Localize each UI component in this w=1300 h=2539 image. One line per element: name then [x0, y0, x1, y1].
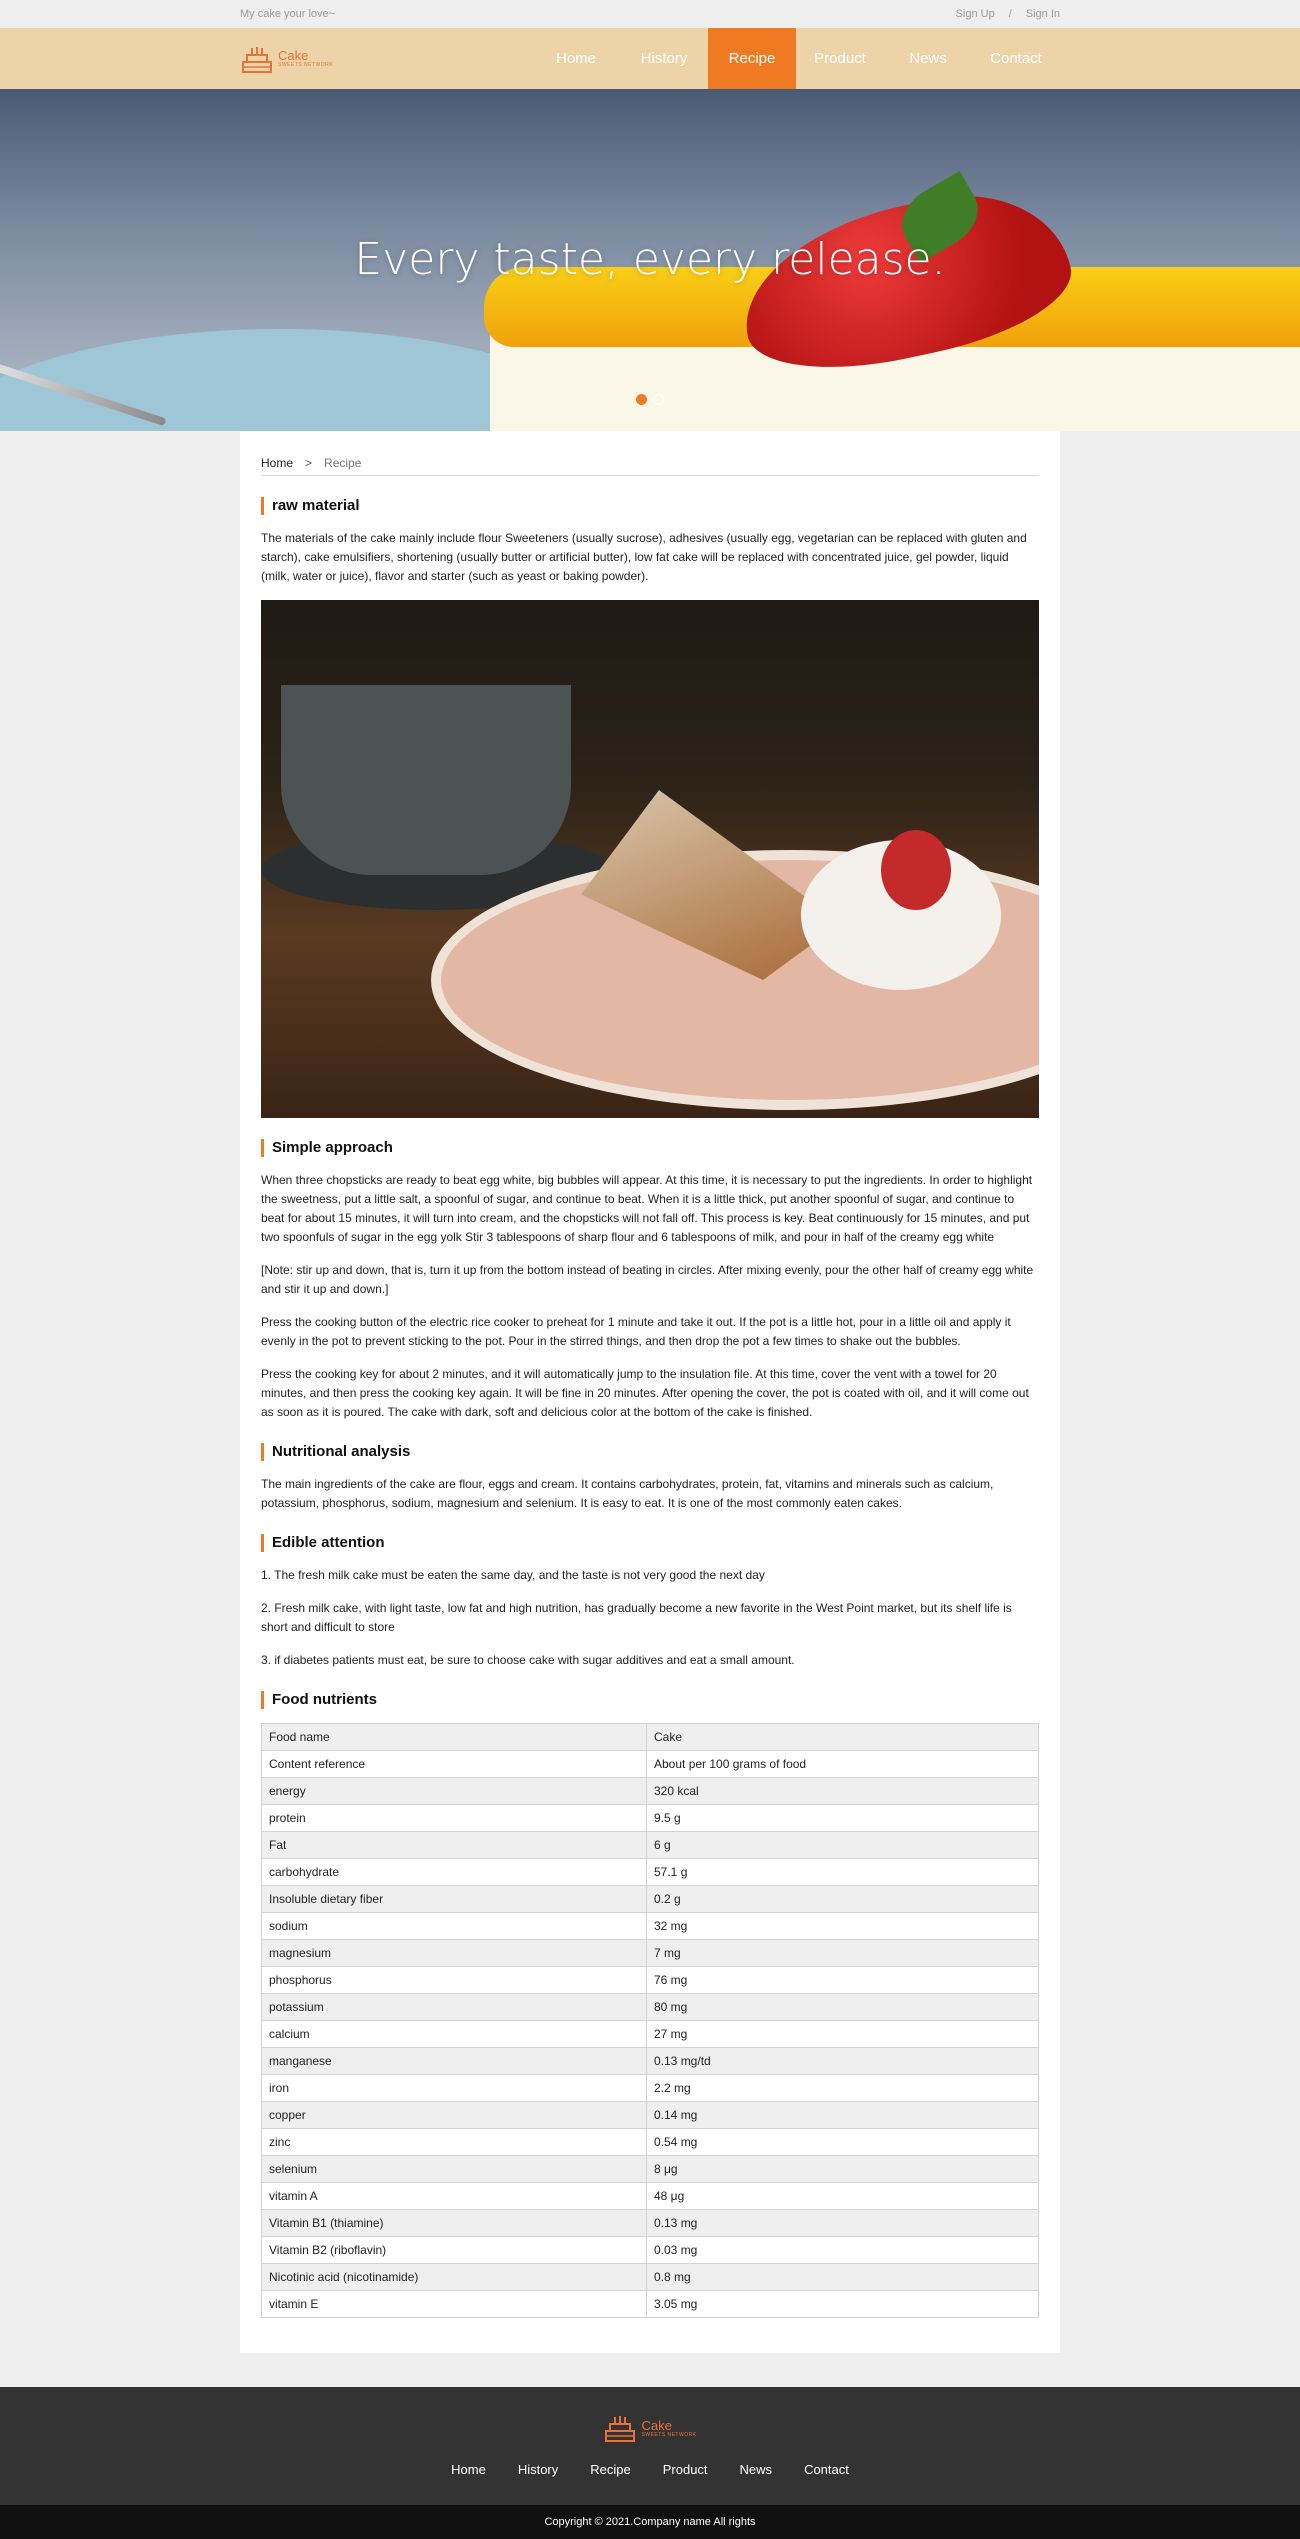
table-row [262, 2183, 1039, 2210]
table-row [262, 1724, 1039, 1751]
table-row [262, 1913, 1039, 1940]
food-nutrients-heading: Food nutrients [261, 1691, 1039, 1709]
recipe-content [240, 431, 1060, 2353]
site-footer [0, 2387, 1300, 2505]
brand-name: Cake [278, 48, 309, 63]
nutrient-value: 32 mg [647, 1913, 1039, 1940]
nutrient-value: 6 g [647, 1832, 1039, 1859]
nutrient-name: potassium [262, 1994, 647, 2021]
attention-item-2: 2. Fresh milk cake, with light taste, low fat and high nutrition, has gradually become a new favorite in the West Point market, but its shelf life is short and difficult to store [261, 1601, 1012, 1634]
raw-material-heading: raw material [261, 497, 1039, 515]
nutrient-name: Content reference [262, 1751, 647, 1778]
cake-icon [603, 2413, 637, 2443]
sign-up-link[interactable]: Sign Up [955, 8, 995, 20]
carousel-indicators [0, 394, 1300, 405]
table-row [262, 1859, 1039, 1886]
nav-item-product[interactable]: Product [814, 50, 866, 67]
hero-title: Every taste, every release. [354, 234, 946, 285]
nutrient-name: Insoluble dietary fiber [262, 1886, 647, 1913]
nutrient-value: 320 kcal [647, 1778, 1039, 1805]
table-row [262, 1751, 1039, 1778]
nutrient-value: 0.14 mg [647, 2102, 1039, 2129]
table-row [262, 1940, 1039, 1967]
table-row [262, 2264, 1039, 2291]
table-row [262, 2021, 1039, 2048]
nutrient-name: carbohydrate [262, 1859, 647, 1886]
nutrient-value: 7 mg [647, 1940, 1039, 1967]
footer-link-contact[interactable]: Contact [804, 2462, 849, 2477]
nutrient-name: zinc [262, 2129, 647, 2156]
nutrient-value: 9.5 g [647, 1805, 1039, 1832]
auth-links [956, 8, 1060, 20]
carousel-dot-1[interactable] [636, 394, 647, 405]
nutrient-name: vitamin E [262, 2291, 647, 2318]
photo-strawberry [881, 830, 951, 910]
nutrient-value: 80 mg [647, 1994, 1039, 2021]
nav-item-contact[interactable]: Contact [990, 50, 1042, 67]
breadcrumb-separator: > [305, 456, 313, 470]
hero-banner [0, 89, 1300, 431]
nutrient-name: selenium [262, 2156, 647, 2183]
nutrient-value: Cake [647, 1724, 1039, 1751]
nutrient-value: 57.1 g [647, 1859, 1039, 1886]
footer-brand-tagline: SWEETS NETWORK [641, 2431, 697, 2438]
footer-links [0, 2462, 1300, 2477]
site-slogan: My cake your love~ [240, 8, 336, 20]
nutrient-name: Nicotinic acid (nicotinamide) [262, 2264, 647, 2291]
nutritional-analysis-heading: Nutritional analysis [261, 1443, 1039, 1461]
main-navbar [0, 28, 1300, 89]
footer-link-product[interactable]: Product [662, 2462, 708, 2477]
approach-paragraph-3: Press the cooking button of the electric rice cooker to preheat for 1 minute and take it out. If the pot is a little hot, pour in a little oil and apply it evenly in the pot to prevent sticking to the pot. Pour in the stirred things, and then drop the pot a few times to shake out the bubbles. [261, 1315, 1011, 1348]
attention-item-3: 3. if diabetes patients must eat, be sure to choose cake with sugar additives and eat a small amount. [261, 1653, 795, 1667]
nav-item-recipe[interactable]: Recipe [708, 28, 796, 89]
nutrient-name: Vitamin B1 (thiamine) [262, 2210, 647, 2237]
table-row [262, 2237, 1039, 2264]
footer-link-history[interactable]: History [517, 2462, 559, 2477]
footer-link-recipe[interactable]: Recipe [590, 2462, 631, 2477]
nutrient-name: sodium [262, 1913, 647, 1940]
copyright-text: Copyright © 2021.Company name All rights [544, 2516, 756, 2528]
auth-divider: / [1008, 8, 1012, 20]
approach-paragraph-1: When three chopsticks are ready to beat egg white, big bubbles will appear. At this time, it is necessary to put the ingredients. In order to highlight the sweetness, put a little salt, a spoonful of sugar, and continue to beat. When it is a little thick, put another spoonful of sugar, and continue to beat for about 15 minutes, it will turn into cream, and the chopsticks will not fall off. This process is key. Beat continuously for 15 minutes, and put two spoonfuls of sugar in the egg yolk Stir 3 tablespoons of sharp flour and 6 tablespoons of milk, and pour in half of the creamy egg white [261, 1173, 1033, 1244]
nutrient-name: magnesium [262, 1940, 647, 1967]
approach-paragraph-2: [Note: stir up and down, that is, turn it up from the bottom instead of beating in circles. After mixing evenly, pour the other half of creamy egg white and stir it up and down.] [261, 1263, 1034, 1296]
nutrients-table [261, 1723, 1039, 2318]
nutritional-analysis-text: The main ingredients of the cake are flour, eggs and cream. It contains carbohydrates, protein, fat, vitamins and minerals such as calcium, potassium, phosphorus, sodium, magnesium and selenium. It is easy to eat. It is one of the most commonly eaten cakes. [261, 1477, 994, 1510]
nutrient-value: About per 100 grams of food [647, 1751, 1039, 1778]
photo-cup [281, 685, 571, 875]
approach-paragraph-4: Press the cooking key for about 2 minutes, and it will automatically jump to the insulation file. At this time, cover the vent with a towel for 20 minutes, and then press the cooking key again. It will be fine in 20 minutes. After opening the cover, the pot is coated with oil, and it will come out as soon as it is poured. The cake with dark, soft and delicious color at the bottom of the cake is finished. [261, 1367, 1029, 1419]
table-row [262, 1832, 1039, 1859]
table-row [262, 1805, 1039, 1832]
raw-material-text: The materials of the cake mainly include flour Sweeteners (usually sucrose), adhesives (usually egg, vegetarian can be replaced with gluten and starch), cake emulsifiers, shortening (usually butter or artificial butter), low fat cake will be replaced with concentrated juice, gel powder, liquid (milk, water or juice), flavor and starter (such as yeast or baking powder). [261, 531, 1027, 583]
nutrient-value: 0.13 mg/td [647, 2048, 1039, 2075]
sign-in-link[interactable]: Sign In [1025, 8, 1060, 20]
edible-attention-heading: Edible attention [261, 1534, 1039, 1552]
nutrient-name: copper [262, 2102, 647, 2129]
nutrient-value: 2.2 mg [647, 2075, 1039, 2102]
nutrient-name: phosphorus [262, 1967, 647, 1994]
nutrient-name: calcium [262, 2021, 647, 2048]
carousel-dot-2[interactable] [653, 394, 664, 405]
table-row [262, 1778, 1039, 1805]
footer-logo[interactable] [603, 2413, 696, 2443]
nutrient-value: 27 mg [647, 2021, 1039, 2048]
footer-link-news[interactable]: News [739, 2462, 773, 2477]
table-row [262, 2210, 1039, 2237]
top-bar [0, 0, 1300, 28]
table-row [262, 2156, 1039, 2183]
nutrient-value: 76 mg [647, 1967, 1039, 1994]
nutrient-name: energy [262, 1778, 647, 1805]
table-row [262, 2048, 1039, 2075]
nutrient-name: manganese [262, 2048, 647, 2075]
nav-menu [532, 28, 1060, 89]
nutrient-value: 3.05 mg [647, 2291, 1039, 2318]
nav-item-news[interactable]: News [909, 50, 947, 67]
footer-brand-name: Cake [641, 2417, 672, 2433]
nutrient-value: 0.2 g [647, 1886, 1039, 1913]
table-row [262, 1886, 1039, 1913]
cake-slice-photo [261, 600, 1039, 1118]
table-row [262, 1967, 1039, 1994]
copyright-bar [0, 2505, 1300, 2539]
site-logo[interactable] [240, 44, 333, 74]
nutrient-value: 48 μg [647, 2183, 1039, 2210]
breadcrumb-current: Recipe [324, 456, 362, 470]
table-row [262, 1994, 1039, 2021]
nutrient-name: iron [262, 2075, 647, 2102]
table-row [262, 2129, 1039, 2156]
nutrient-value: 0.54 mg [647, 2129, 1039, 2156]
breadcrumb [261, 456, 1039, 476]
table-row [262, 2291, 1039, 2318]
nutrient-name: Food name [262, 1724, 647, 1751]
nutrient-name: protein [262, 1805, 647, 1832]
nutrient-value: 0.13 mg [647, 2210, 1039, 2237]
attention-item-1: 1. The fresh milk cake must be eaten the same day, and the taste is not very good the next day [261, 1568, 765, 1582]
nutrient-name: Vitamin B2 (riboflavin) [262, 2237, 647, 2264]
nutrient-name: Fat [262, 1832, 647, 1859]
brand-tagline: SWEETS NETWORK [278, 62, 334, 68]
nutrient-value: 0.8 mg [647, 2264, 1039, 2291]
footer-link-home[interactable]: Home [451, 2462, 486, 2477]
nutrient-name: vitamin A [262, 2183, 647, 2210]
breadcrumb-home[interactable]: Home [261, 456, 294, 470]
nav-item-home[interactable]: Home [555, 50, 596, 67]
nutrient-value: 8 μg [647, 2156, 1039, 2183]
nav-item-history[interactable]: History [640, 50, 688, 67]
nutrient-value: 0.03 mg [647, 2237, 1039, 2264]
cake-icon [240, 44, 274, 74]
simple-approach-heading: Simple approach [261, 1139, 1039, 1157]
table-row [262, 2102, 1039, 2129]
table-row [262, 2075, 1039, 2102]
